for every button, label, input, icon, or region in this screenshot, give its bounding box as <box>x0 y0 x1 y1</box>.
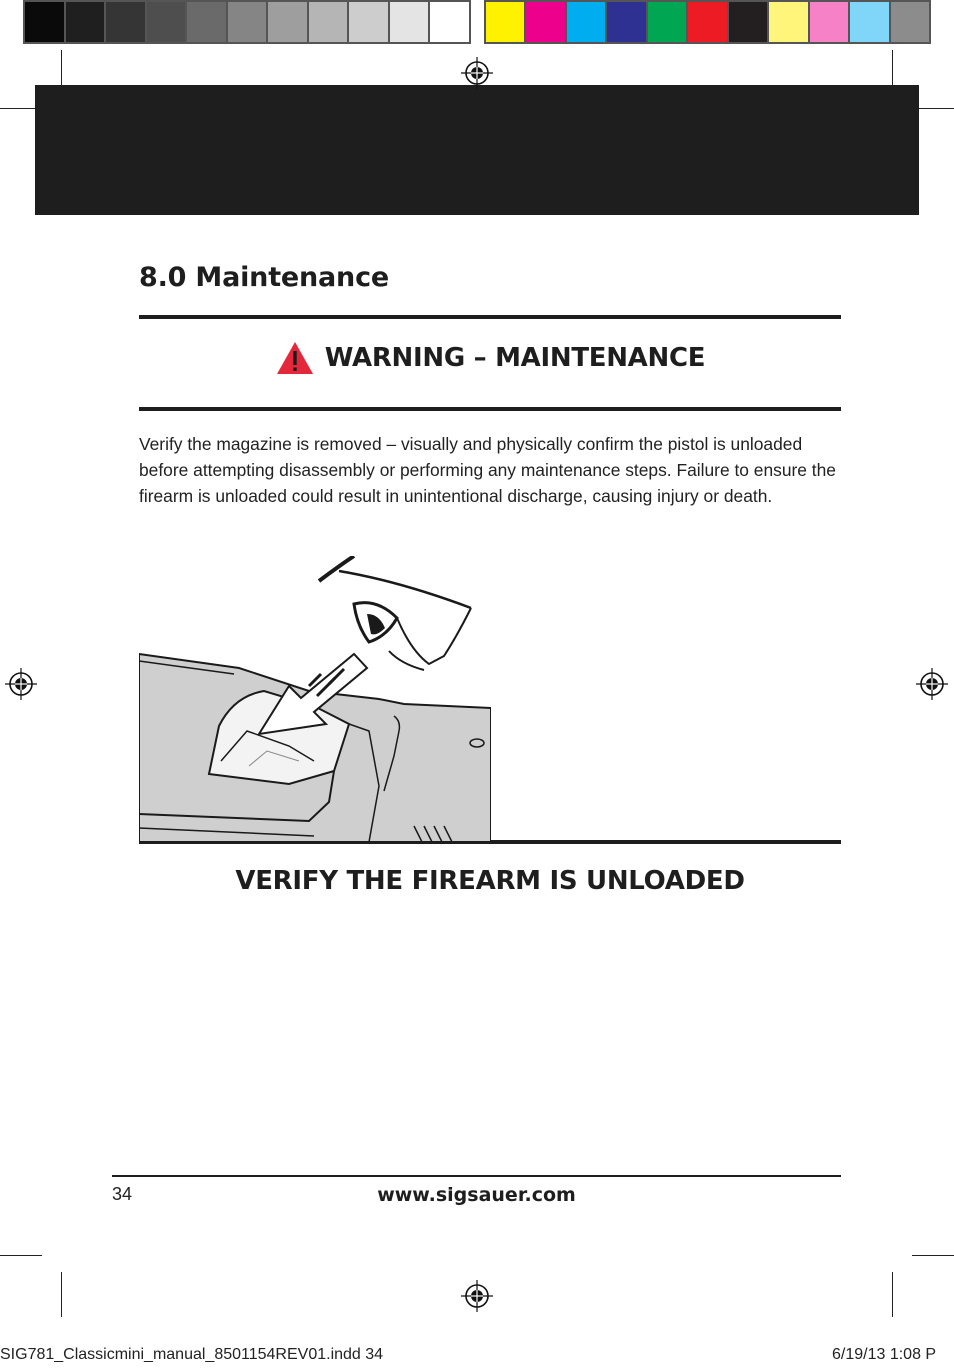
color-swatch <box>486 2 526 42</box>
registration-mark-icon <box>461 57 493 89</box>
page-number: 34 <box>112 1184 133 1204</box>
process-color-bar <box>484 0 931 44</box>
gray-swatch <box>106 2 147 42</box>
warning-body-text: Verify the magazine is removed – visually and physically confirm the pistol is unloaded before attempting disassembly or performing any maintenance steps. Failure to ensure the firearm is unloaded could result in unintentional discharge, causing injury or death. <box>139 434 836 506</box>
gray-swatch <box>309 2 350 42</box>
gray-swatch <box>349 2 390 42</box>
color-swatch <box>769 2 809 42</box>
gray-swatch <box>25 2 66 42</box>
color-swatch <box>688 2 728 42</box>
gray-swatch <box>147 2 188 42</box>
registration-mark-icon <box>461 1280 493 1312</box>
warning-top-rule <box>139 315 841 319</box>
registration-mark-icon <box>5 668 37 700</box>
warning-bottom-rule <box>139 407 841 411</box>
gray-swatch <box>228 2 269 42</box>
color-swatch <box>810 2 850 42</box>
crop-mark <box>61 1272 62 1317</box>
color-swatch <box>891 2 929 42</box>
registration-mark-icon <box>916 668 948 700</box>
crop-mark <box>912 1255 954 1256</box>
color-swatch <box>648 2 688 42</box>
section-title: 8.0 Maintenance <box>139 262 389 293</box>
gray-swatch <box>187 2 228 42</box>
color-swatch <box>850 2 890 42</box>
color-swatch <box>729 2 769 42</box>
warning-header <box>139 340 841 376</box>
slug-file-name: SIG781_Classicmini_manual_8501154REV01.indd 34 <box>0 1346 384 1363</box>
website-link[interactable]: www.sigsauer.com <box>377 1184 576 1206</box>
color-swatch <box>607 2 647 42</box>
color-swatch <box>567 2 607 42</box>
gray-swatch <box>66 2 107 42</box>
grayscale-color-bar <box>23 0 471 44</box>
crop-mark <box>892 1272 893 1317</box>
gray-swatch <box>430 2 469 42</box>
eye-inspecting-chamber-illustration <box>139 556 491 842</box>
crop-mark <box>0 1255 42 1256</box>
color-swatch <box>526 2 566 42</box>
illustration-caption: VERIFY THE FIREARM IS UNLOADED <box>235 866 745 896</box>
header-band <box>35 85 919 215</box>
warning-title: WARNING – MAINTENANCE <box>324 343 706 373</box>
slug-date: 6/19/13 1:08 P <box>832 1346 937 1363</box>
warning-triangle-icon <box>275 340 315 376</box>
gray-swatch <box>390 2 431 42</box>
footer-rule <box>112 1175 841 1177</box>
gray-swatch <box>268 2 309 42</box>
